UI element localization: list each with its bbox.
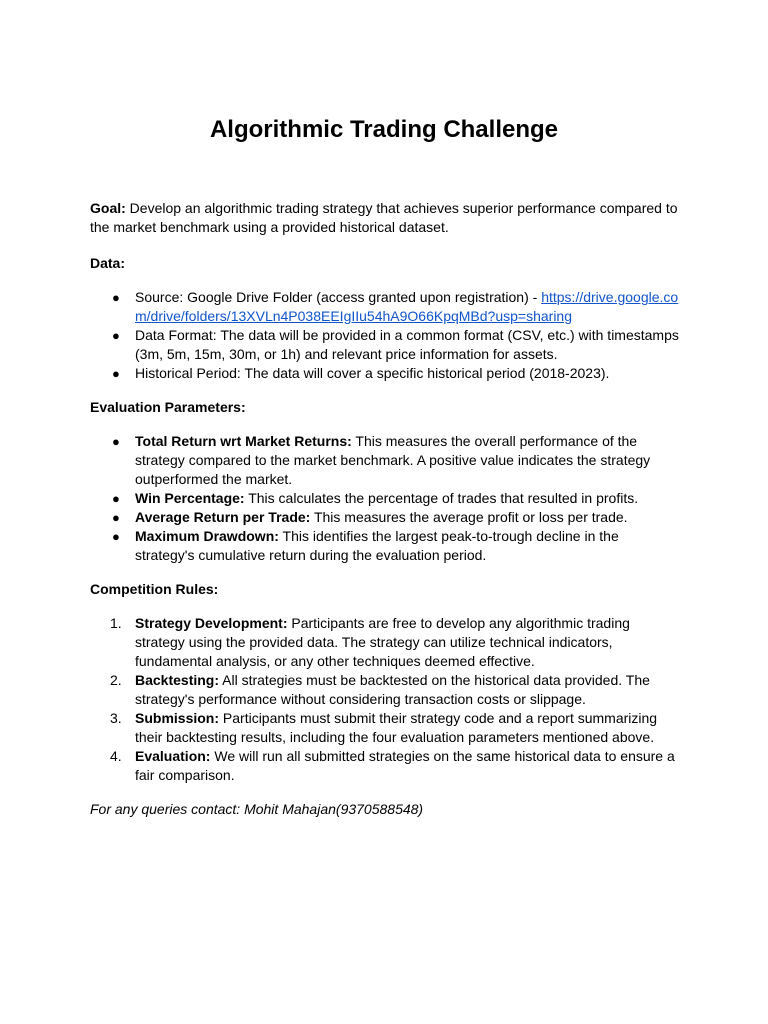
item-label: Strategy Development: (135, 615, 288, 631)
bullet-icon: ● (112, 529, 120, 544)
item-text: This calculates the percentage of trades that resulted in profits. (244, 490, 639, 506)
goal-label: Goal: (90, 200, 126, 216)
bullet-icon: ● (112, 328, 120, 343)
item-text: Participants are free to develop any algorithmic trading strategy using the provided data. The strategy can utilize technical indicators, fundamental analysis, or any other techniques deemed effective. (135, 615, 630, 669)
item-text: We will run all submitted strategies on the same historical data to ensure a fair comparison. (135, 748, 675, 783)
list-item (112, 508, 680, 527)
item-label: Total Return wrt Market Returns: (135, 433, 352, 449)
drive-folder-link[interactable]: https://drive.google.com/drive/folders/13XVLn4P038EEIgIIu54hA9O66KpqMBd?usp=sharing (135, 289, 679, 324)
item-label: Win Percentage: (135, 490, 245, 506)
item-label: Evaluation: (135, 748, 211, 764)
bullet-icon: ● (112, 510, 120, 525)
item-text: This measures the overall performance of the strategy compared to the market benchmark. A positive value indicates the strategy outperformed the market. (135, 433, 651, 487)
item-text: This measures the average profit or loss per trade. (310, 509, 628, 525)
item-label: Average Return per Trade: (135, 509, 311, 525)
item-number: 4. (110, 748, 122, 764)
item-text: All strategies must be backtested on the historical data provided. The strategy's performance without considering transaction costs or slippage. (135, 672, 650, 707)
rules-heading: Competition Rules: (90, 581, 219, 597)
bullet-icon: ● (112, 290, 120, 305)
list-item (112, 489, 680, 508)
item-number: 2. (110, 672, 122, 688)
list-item (110, 747, 680, 785)
list-item-period (112, 364, 680, 383)
item-text: Participants must submit their strategy code and a report summarizing their backtesting results, including the four evaluation parameters mentioned above. (135, 710, 658, 745)
item-label: Submission: (135, 710, 220, 726)
goal-paragraph (90, 199, 680, 237)
item-number: 1. (110, 615, 122, 631)
item-number: 3. (110, 710, 122, 726)
item-label: Backtesting: (135, 672, 220, 688)
list-item-format (112, 326, 680, 364)
goal-text: Develop an algorithmic trading strategy that achieves superior performance compared to the market benchmark using a provided historical dataset. (90, 200, 678, 235)
data-heading: Data: (90, 255, 126, 271)
item-text: This identifies the largest peak-to-trough decline in the strategy's cumulative return during the evaluation period. (135, 528, 619, 563)
rules-list (90, 614, 680, 785)
document-body (90, 199, 680, 819)
page-title: Algorithmic Trading Challenge (209, 116, 559, 143)
list-item (110, 671, 680, 709)
evaluation-list (90, 432, 680, 565)
period-text: Historical Period: The data will cover a specific historical period (2018-2023). (135, 365, 610, 381)
bullet-icon: ● (112, 366, 120, 381)
bullet-icon: ● (112, 434, 120, 449)
format-text: Data Format: The data will be provided in a common format (CSV, etc.) with timestamps (3m, 5m, 15m, 30m, or 1h) and relevant price information for assets. (135, 327, 679, 362)
list-item-source (112, 288, 680, 326)
contact-line: For any queries contact: Mohit Mahajan(9370588548) (90, 801, 424, 817)
list-item (110, 614, 680, 671)
list-item (112, 432, 680, 489)
bullet-icon: ● (112, 491, 120, 506)
source-prefix: Source: Google Drive Folder (access granted upon registration) - (135, 289, 538, 305)
data-list (90, 288, 680, 383)
item-label: Maximum Drawdown: (135, 528, 279, 544)
list-item (110, 709, 680, 747)
evaluation-heading: Evaluation Parameters: (90, 399, 246, 415)
list-item (112, 527, 680, 565)
